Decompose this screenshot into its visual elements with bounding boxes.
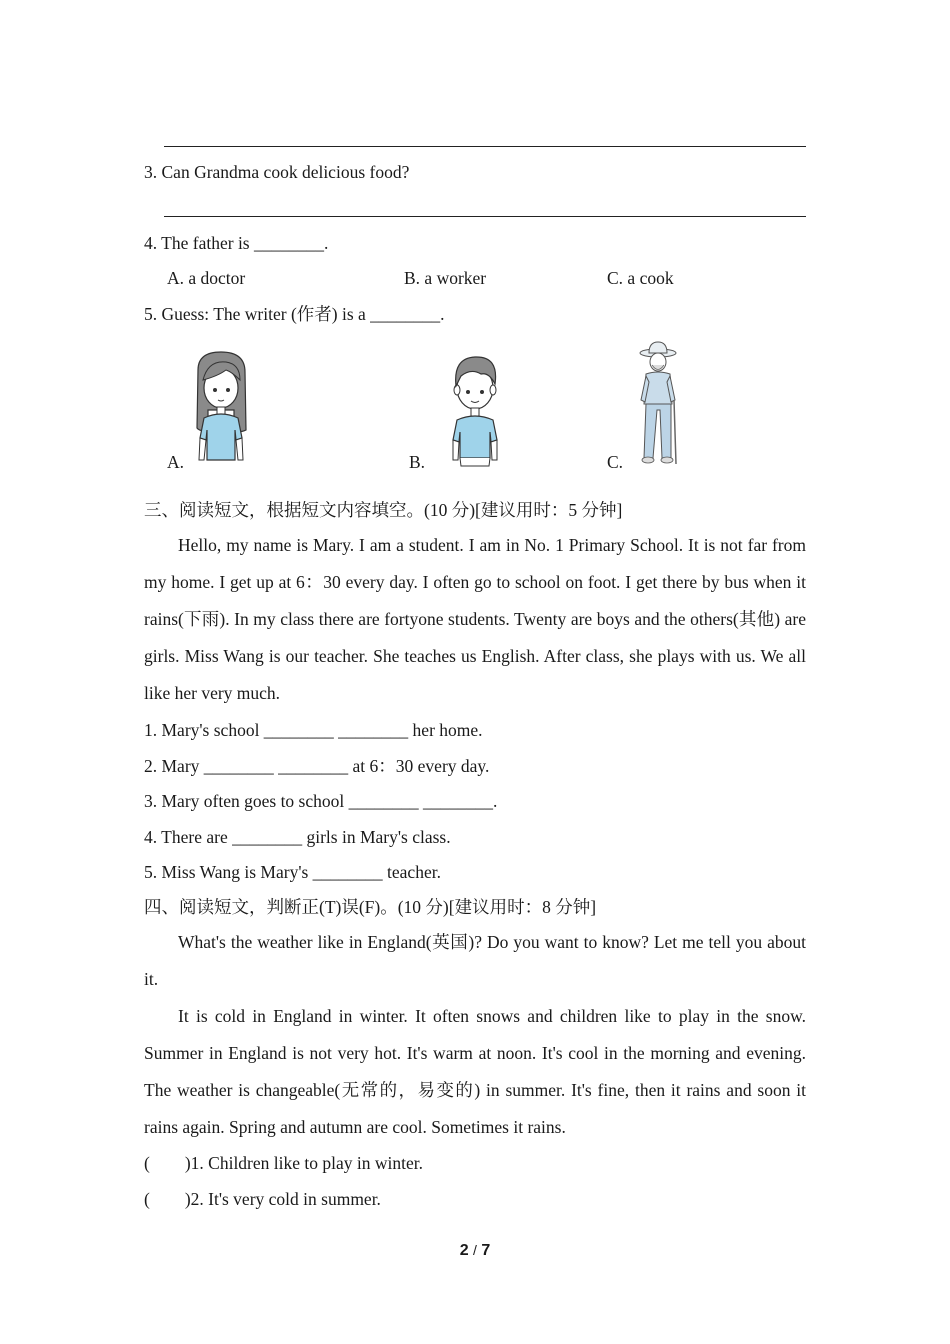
section-3-passage — [144, 527, 806, 712]
s3-question-2: 2. Mary ________ ________ at 6：30 every day. — [144, 756, 490, 776]
total-pages: 7 — [481, 1242, 491, 1259]
page-separator: / — [473, 1242, 477, 1258]
current-page: 2 — [459, 1242, 469, 1259]
q4-option-a[interactable]: A. a doctor — [167, 268, 246, 288]
passage-england-1: What's the weather like in England(英国)? Do you want to know? Let me tell you about it. — [144, 932, 806, 989]
question-5: 5. Guess: The writer (作者) is a ________. — [144, 304, 445, 324]
section-4-heading: 四、阅读短文，判断正(T)误(F)。(10 分)[建议用时：8 分钟] — [144, 897, 597, 917]
old-man-icon — [638, 340, 682, 468]
q4-option-b[interactable]: B. a worker — [404, 268, 487, 288]
girl-icon — [190, 350, 252, 466]
question-4: 4. The father is ________. — [144, 233, 329, 253]
question-3: 3. Can Grandma cook delicious food? — [144, 162, 410, 182]
s3-question-1: 1. Mary's school ________ ________ her home. — [144, 720, 483, 740]
s3-question-5: 5. Miss Wang is Mary's ________ teacher. — [144, 862, 441, 882]
section-3-heading: 三、阅读短文，根据短文内容填空。(10 分)[建议用时：5 分钟] — [144, 500, 623, 520]
q5-option-c[interactable]: C. — [607, 452, 624, 472]
q4-option-c[interactable]: C. a cook — [607, 268, 674, 288]
s4-question-1: ( )1. Children like to play in winter. — [144, 1153, 423, 1173]
passage-england-2: It is cold in England in winter. It often snows and children like to play in the snow. Summer in England is not very hot. It's warm at noon. It's cool in the morning and evening. The weather is changeable(无常的，易变的) in summer. It's fine, then it rains and soon it rains again. Spring and autumn are cool. Sometimes it rains. — [144, 1006, 806, 1137]
answer-line-2[interactable] — [164, 216, 806, 217]
s3-question-3: 3. Mary often goes to school ________ ________. — [144, 791, 498, 811]
passage-mary: Hello, my name is Mary. I am a student. I am in No. 1 Primary School. It is not far from my home. I get up at 6：30 every day. I often go to school on foot. I get there by bus when it rains(下雨). In my class there are fortyone students. Twenty are boys and the others(其他) are girls. Miss Wang is our teacher. She teaches us English. After class, she plays with us. We all like her very much. — [144, 535, 806, 703]
boy-icon — [445, 352, 505, 468]
page-number — [0, 1242, 950, 1260]
q5-option-a[interactable]: A. — [167, 452, 185, 472]
q5-option-b[interactable]: B. — [409, 452, 426, 472]
answer-line-1[interactable] — [164, 146, 806, 147]
s4-question-2: ( )2. It's very cold in summer. — [144, 1189, 381, 1209]
s3-question-4: 4. There are ________ girls in Mary's class. — [144, 827, 451, 847]
section-4-passage — [144, 924, 806, 1146]
